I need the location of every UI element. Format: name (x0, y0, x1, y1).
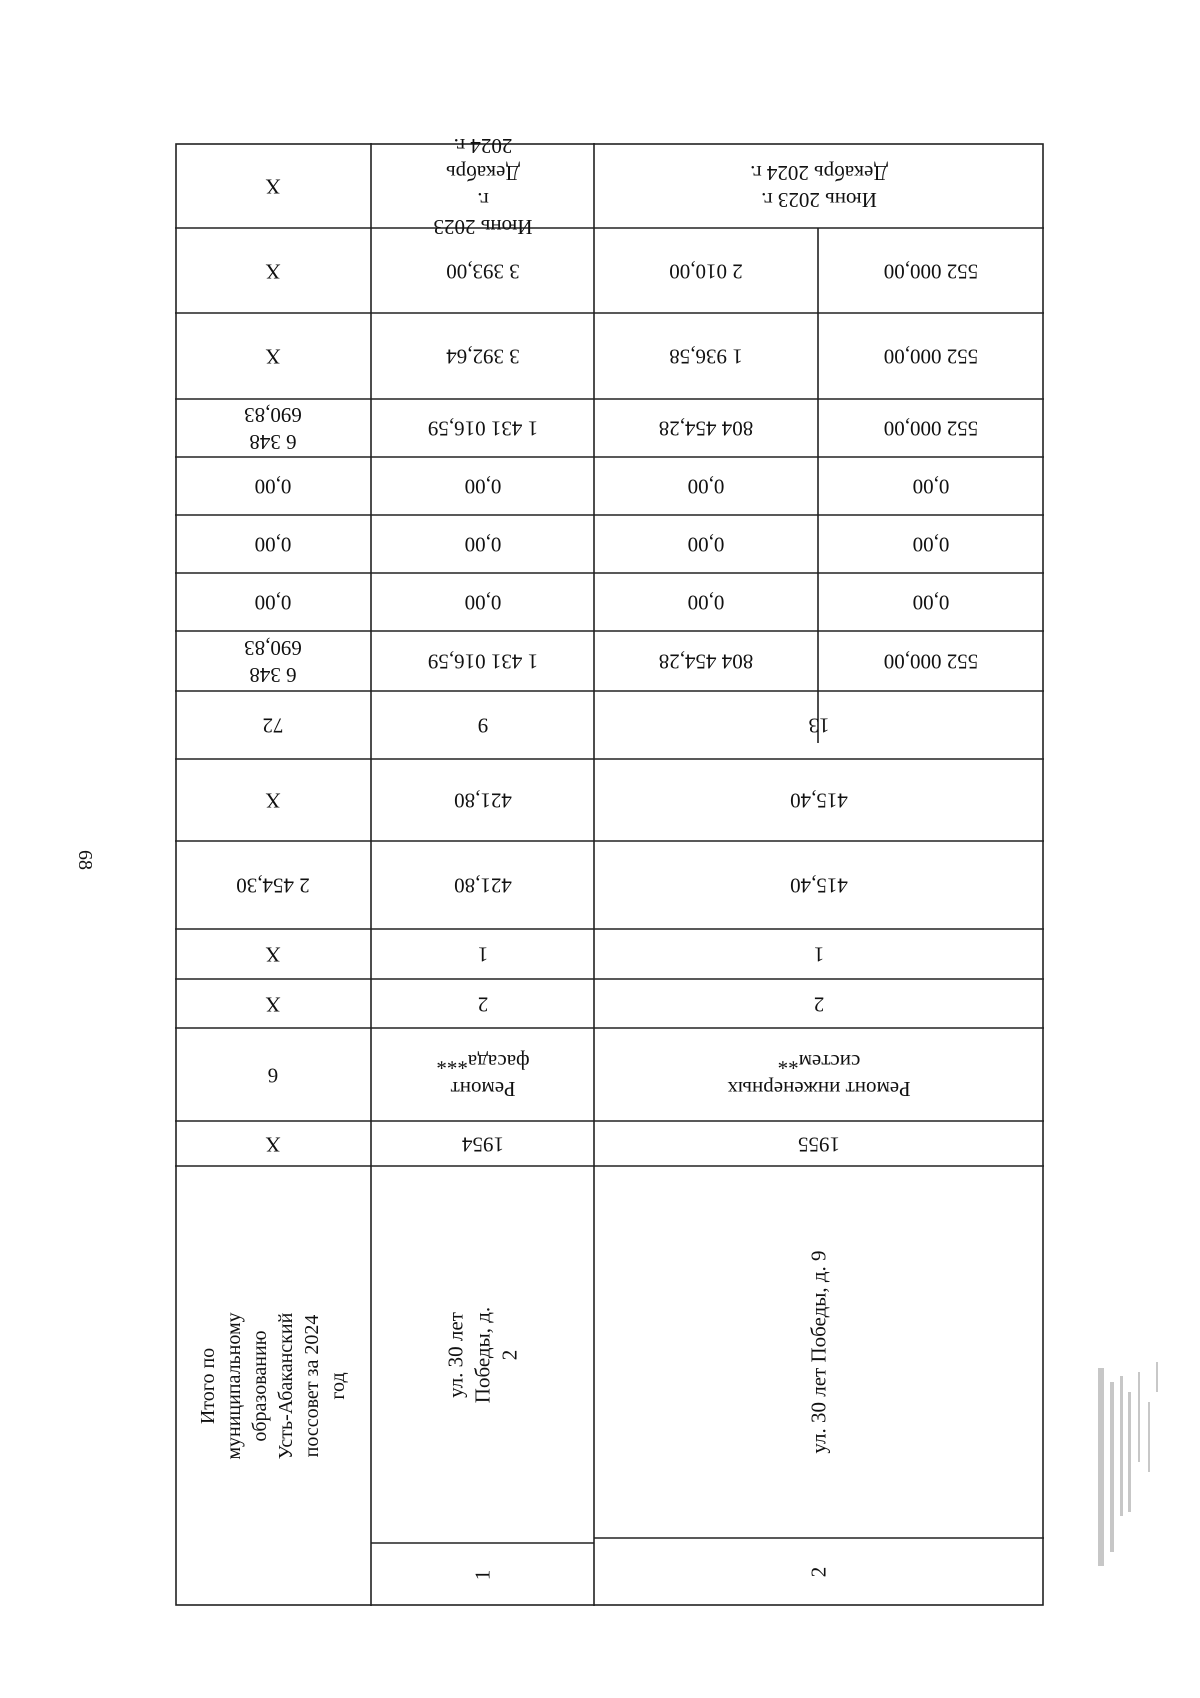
row2-c7: 415,40 (790, 788, 848, 813)
row2-c15-b: 552 000,00 (883, 259, 979, 283)
row2-period: Июнь 2023 г. Декабрь 2024 г. (750, 160, 888, 212)
row1-area: 421,80 (453, 873, 512, 898)
row2-work: Ремонт инженерных систем** (727, 1049, 911, 1101)
row2-cost-b: 552 000,00 (883, 649, 979, 674)
total-c8: 72 (262, 713, 284, 738)
total-c4: X (265, 992, 281, 1016)
row1-c4: 2 (477, 992, 488, 1016)
row1-cost-total-2: 1 431 016,59 (427, 416, 538, 441)
row2-c10-a: 0,00 (687, 590, 725, 615)
row2-cost-a: 804 454,28 (658, 649, 754, 674)
total-c14: X (265, 344, 281, 369)
row2-c15-a: 2 010,00 (669, 259, 743, 283)
row1-year: 1954 (461, 1132, 504, 1156)
row2-c12-b: 0,00 (912, 474, 950, 499)
row2-c14-a: 1 936,58 (669, 344, 743, 369)
row2-cost2-b: 552 000,00 (883, 416, 979, 441)
row2-area: 415,40 (790, 873, 848, 898)
row2-c10-b: 0,00 (912, 590, 950, 615)
row2-num: 2 (806, 1566, 831, 1578)
total-cost-total: 6 348 690,83 (244, 636, 302, 687)
total-c10: 0,00 (254, 590, 292, 615)
total-c15: X (265, 259, 281, 283)
row2-c11-a: 0,00 (687, 532, 725, 557)
total-period: X (265, 174, 281, 198)
page-number: 68 (74, 850, 96, 870)
row1-c5: 1 (477, 942, 488, 967)
row1-c14: 3 392,64 (445, 344, 520, 369)
row1-period: Июнь 2023 г. Декабрь 2024 г. (433, 133, 532, 239)
row2-c4: 2 (813, 992, 825, 1016)
row2-cost2-a: 804 454,28 (658, 416, 754, 441)
row1-work: Ремонт фасада*** (435, 1049, 530, 1101)
total-year: X (265, 1132, 281, 1156)
row2-c14-b: 552 000,00 (883, 344, 979, 369)
total-c12: 0,00 (254, 474, 292, 499)
total-cost-total-2: 6 348 690,83 (244, 403, 302, 454)
total-c5: X (265, 942, 281, 967)
row1-c8: 9 (477, 713, 488, 738)
row1-c10: 0,00 (464, 590, 501, 615)
total-c11: 0,00 (254, 532, 292, 557)
repair-schedule-table (175, 133, 1044, 1606)
row2-c11-b: 0,00 (912, 532, 950, 557)
row2-address: ул. 30 лет Победы, д. 9 (806, 1250, 831, 1454)
row1-c11: 0,00 (464, 532, 501, 557)
row1-c7: 421,80 (453, 788, 512, 813)
margin-stamp (1094, 1362, 1166, 1574)
row1-num: 1 (470, 1569, 494, 1580)
total-c7: X (265, 788, 281, 813)
row1-address: ул. 30 лет Победы, д. 2 (443, 1306, 521, 1403)
row2-year: 1955 (798, 1132, 840, 1156)
row1-c15: 3 393,00 (445, 259, 520, 283)
row2-c5: 1 (813, 942, 825, 967)
row2-c12-a: 0,00 (687, 474, 725, 499)
total-works: 6 (267, 1063, 279, 1087)
total-area: 2 454,30 (236, 873, 310, 898)
row1-c12: 0,00 (464, 474, 501, 499)
row1-cost-total: 1 431 016,59 (427, 649, 538, 674)
total-label: Итого по муниципальному образованию Усть-Абаканский поссовет за 2024 год (197, 1312, 349, 1460)
row2-c8: 13 (808, 713, 830, 738)
